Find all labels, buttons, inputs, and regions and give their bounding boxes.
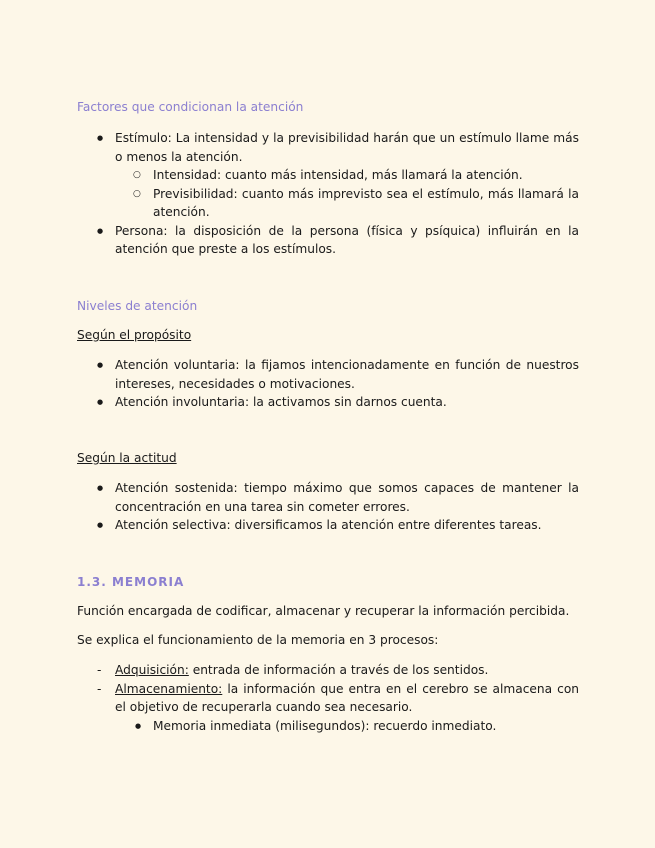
proposito-title: Según el propósito [77,328,192,342]
almacenamiento-label: Almacenamiento: [115,681,223,696]
list-item-adquisicion [77,661,579,680]
memoria-paragraph-2: Se explica el funcionamiento de la memoria en 3 procesos: [77,633,439,647]
niveles-heading: Niveles de atención [77,299,198,313]
list-item-selectiva: ● Atención selectiva: diversificamos la atención entre diferentes tareas. [77,516,579,535]
memoria-section-title: 1.3. MEMORIA [77,575,185,589]
procesos-list [77,661,579,735]
proposito-list [77,356,579,412]
list-item-almacenamiento [77,680,579,736]
actitud-list [77,479,579,535]
list-item-previsibilidad: ○ Previsibilidad: cuanto más imprevisto sea el estímulo, más llamará la atención. [115,185,579,222]
factores-heading: Factores que condicionan la atención [77,100,304,114]
list-item-memoria-inmediata: ● Memoria inmediata (milisegundos): recuerdo inmediato. [115,717,579,736]
list-item-involuntaria: ● Atención involuntaria: la activamos sin darnos cuenta. [77,393,579,412]
estimulo-text: Estímulo: La intensidad y la previsibilidad harán que un estímulo llame más o menos la atención. [115,131,579,164]
almacenamiento-sublist [115,717,579,736]
list-item-voluntaria: ● Atención voluntaria: la fijamos intencionadamente en función de nuestros intereses, necesidades o motivaciones. [77,356,579,393]
actitud-title: Según la actitud [77,451,177,465]
memoria-paragraph-1: Función encargada de codificar, almacenar y recuperar la información percibida. [77,604,570,618]
almacenamiento-text: la información que entra en el cerebro se almacena con el objetivo de recuperarla cuando sea necesario. [115,681,579,714]
adquisicion-text: entrada de información a través de los sentidos. [188,663,489,677]
factores-list [77,129,579,259]
list-item-intensidad: ○ Intensidad: cuanto más intensidad, más llamará la atención. [115,166,579,185]
adquisicion-label: Adquisición: [115,663,189,677]
list-item-persona: ● Persona: la disposición de la persona (física y psíquica) influirán en la atención que preste a los estímulos. [77,222,579,259]
list-item-estimulo [77,129,579,222]
estimulo-sublist [115,166,579,222]
list-item-sostenida: ● Atención sostenida: tiempo máximo que somos capaces de mantener la concentración en una tarea sin cometer errores. [77,479,579,516]
